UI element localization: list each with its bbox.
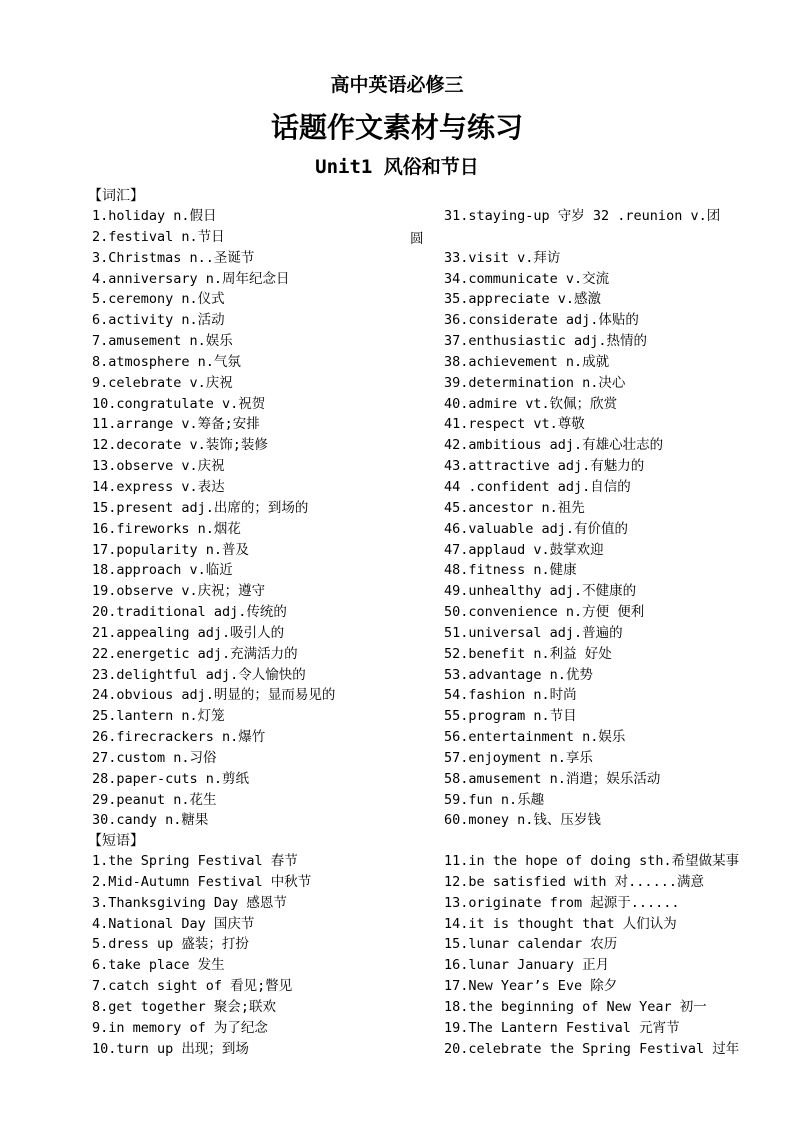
vocab-item: 7.amusement n.娱乐 [92, 333, 233, 350]
vocab-item: 48.fitness n.健康 [444, 562, 577, 579]
vocab-item: 25.lantern n.灯笼 [92, 708, 225, 725]
phrase-item: 5.dress up 盛装；打扮 [92, 936, 249, 953]
vocab-item: 46.valuable adj.有价值的 [444, 520, 629, 537]
vocab-item: 3.Christmas n..圣诞节 [92, 249, 255, 266]
phrase-item: 15.lunar calendar 农历 [444, 936, 618, 953]
vocab-item: 28.paper-cuts n.剪纸 [92, 770, 250, 787]
vocab-item: 41.respect vt.尊敬 [444, 416, 585, 433]
course-title: 高中英语必修三 [330, 74, 464, 96]
vocab-item: 43.attractive adj.有魅力的 [444, 458, 645, 475]
vocab-item: 4.anniversary n.周年纪念日 [92, 270, 290, 287]
vocab-item: 39.determination n.决心 [444, 374, 626, 391]
vocab-item: 38.achievement n.成就 [444, 353, 610, 370]
vocab-heading: 【词汇】 [88, 188, 144, 204]
vocab-item: 36.considerate adj.体贴的 [444, 312, 639, 329]
vocab-item: 47.applaud v.鼓掌欢迎 [444, 541, 604, 558]
vocab-item: 14.express v.表达 [92, 478, 225, 495]
vocab-item: 16.fireworks n.烟花 [92, 520, 241, 537]
vocab-item: 53.advantage n.优势 [444, 666, 593, 683]
phrase-item: 20.celebrate the Spring Festival 过年 [444, 1040, 740, 1057]
vocab-list-right [444, 206, 764, 831]
vocab-item: 40.admire vt.钦佩；欣赏 [444, 395, 618, 412]
phrase-item: 18.the beginning of New Year 初一 [444, 998, 707, 1015]
vocab-item: 35.appreciate v.感激 [444, 291, 602, 308]
vocab-item: 50.convenience n.方便 便利 [444, 604, 645, 621]
vocab-item: 22.energetic adj.充满活力的 [92, 645, 298, 662]
vocab-item: 1.holiday n.假日 [92, 208, 217, 224]
vocab-item: 33.visit v.拜访 [444, 249, 561, 266]
phrase-item: 19.The Lantern Festival 元宵节 [444, 1019, 680, 1036]
vocab-item: 23.delightful adj.令人愉快的 [92, 666, 306, 683]
vocab-item: 55.program n.节目 [444, 708, 577, 725]
wrapped-char: 圆 [410, 231, 424, 247]
vocab-item: 52.benefit n.利益 好处 [444, 645, 612, 662]
vocab-item: 54.fashion n.时尚 [444, 687, 577, 704]
vocab-item: 45.ancestor n.祖先 [444, 499, 585, 516]
vocab-item: 26.firecrackers n.爆竹 [92, 729, 266, 746]
vocab-item: 30.candy n.糖果 [92, 812, 209, 829]
phrase-item: 11.in the hope of doing sth.希望做某事 [444, 853, 740, 869]
vocab-item: 13.observe v.庆祝 [92, 458, 225, 475]
phrase-item: 10.turn up 出现；到场 [92, 1040, 249, 1057]
vocab-item: 19.observe v.庆祝；遵守 [92, 583, 266, 600]
phrase-item: 6.take place 发生 [92, 957, 225, 974]
phrase-item: 17.New Year’s Eve 除夕 [444, 978, 618, 995]
vocab-item: 57.enjoyment n.享乐 [444, 749, 593, 766]
phrase-list-left [92, 851, 422, 1059]
vocab-item: 18.approach v.临近 [92, 562, 233, 579]
phrase-list-right [444, 851, 764, 1059]
phrase-item: 3.Thanksgiving Day 感恩节 [92, 894, 287, 911]
vocab-item: 9.celebrate v.庆祝 [92, 374, 233, 391]
vocab-item: 29.peanut n.花生 [92, 791, 217, 808]
vocab-item: 20.traditional adj.传统的 [92, 604, 287, 621]
phrase-item: 9.in memory of 为了纪念 [92, 1019, 268, 1036]
vocab-item: 27.custom n.习俗 [92, 749, 217, 766]
vocab-item: 37.enthusiastic adj.热情的 [444, 333, 648, 350]
vocab-item: 49.unhealthy adj.不健康的 [444, 583, 637, 600]
vocab-item: 15.present adj.出席的；到场的 [92, 499, 309, 516]
vocab-item-spacer [444, 227, 764, 248]
vocab-list-left [92, 206, 422, 831]
phrase-item: 2.Mid-Autumn Festival 中秋节 [92, 873, 312, 890]
vocab-item: 11.arrange v.筹备;安排 [92, 416, 260, 433]
phrase-item: 7.catch sight of 看见;瞥见 [92, 978, 293, 995]
vocab-item: 2.festival n.节日 [92, 228, 225, 245]
vocab-item: 59.fun n.乐趣 [444, 791, 545, 808]
vocab-item: 6.activity n.活动 [92, 312, 225, 329]
vocab-item: 5.ceremony n.仪式 [92, 291, 225, 308]
vocab-item: 58.amusement n.消遣；娱乐活动 [444, 770, 661, 787]
vocab-item: 56.entertainment n.娱乐 [444, 729, 626, 746]
phrase-item: 1.the Spring Festival 春节 [92, 853, 298, 869]
vocab-item: 12.decorate v.装饰;装修 [92, 437, 268, 454]
phrase-item: 12.be satisfied with 对......满意 [444, 873, 704, 890]
phrases-heading: 【短语】 [88, 833, 144, 849]
vocab-item: 60.money n.钱、压岁钱 [444, 812, 601, 829]
phrase-item: 8.get together 聚会;联欢 [92, 998, 277, 1015]
vocab-item: 42.ambitious adj.有雄心壮志的 [444, 437, 664, 454]
vocab-item: 51.universal adj.普遍的 [444, 624, 623, 641]
phrase-item: 4.National Day 国庆节 [92, 915, 255, 932]
page-title: 话题作文素材与练习 [270, 111, 523, 144]
vocab-item: 21.appealing adj.吸引人的 [92, 624, 285, 641]
vocab-item: 10.congratulate v.祝贺 [92, 395, 266, 412]
phrase-item: 13.originate from 起源于...... [444, 894, 680, 911]
phrase-item: 14.it is thought that 人们认为 [444, 915, 677, 932]
vocab-item: 24.obvious adj.明显的；显而易见的 [92, 687, 336, 704]
vocab-item: 31.staying-up 守岁 32 .reunion v.团 [444, 208, 721, 224]
unit-title: Unit1 风俗和节日 [315, 156, 479, 178]
phrase-item: 16.lunar January 正月 [444, 957, 610, 974]
vocab-item: 34.communicate v.交流 [444, 270, 610, 287]
vocab-item: 8.atmosphere n.气氛 [92, 353, 241, 370]
vocab-item: 17.popularity n.普及 [92, 541, 250, 558]
vocab-item: 44 .confident adj.自信的 [444, 478, 631, 495]
